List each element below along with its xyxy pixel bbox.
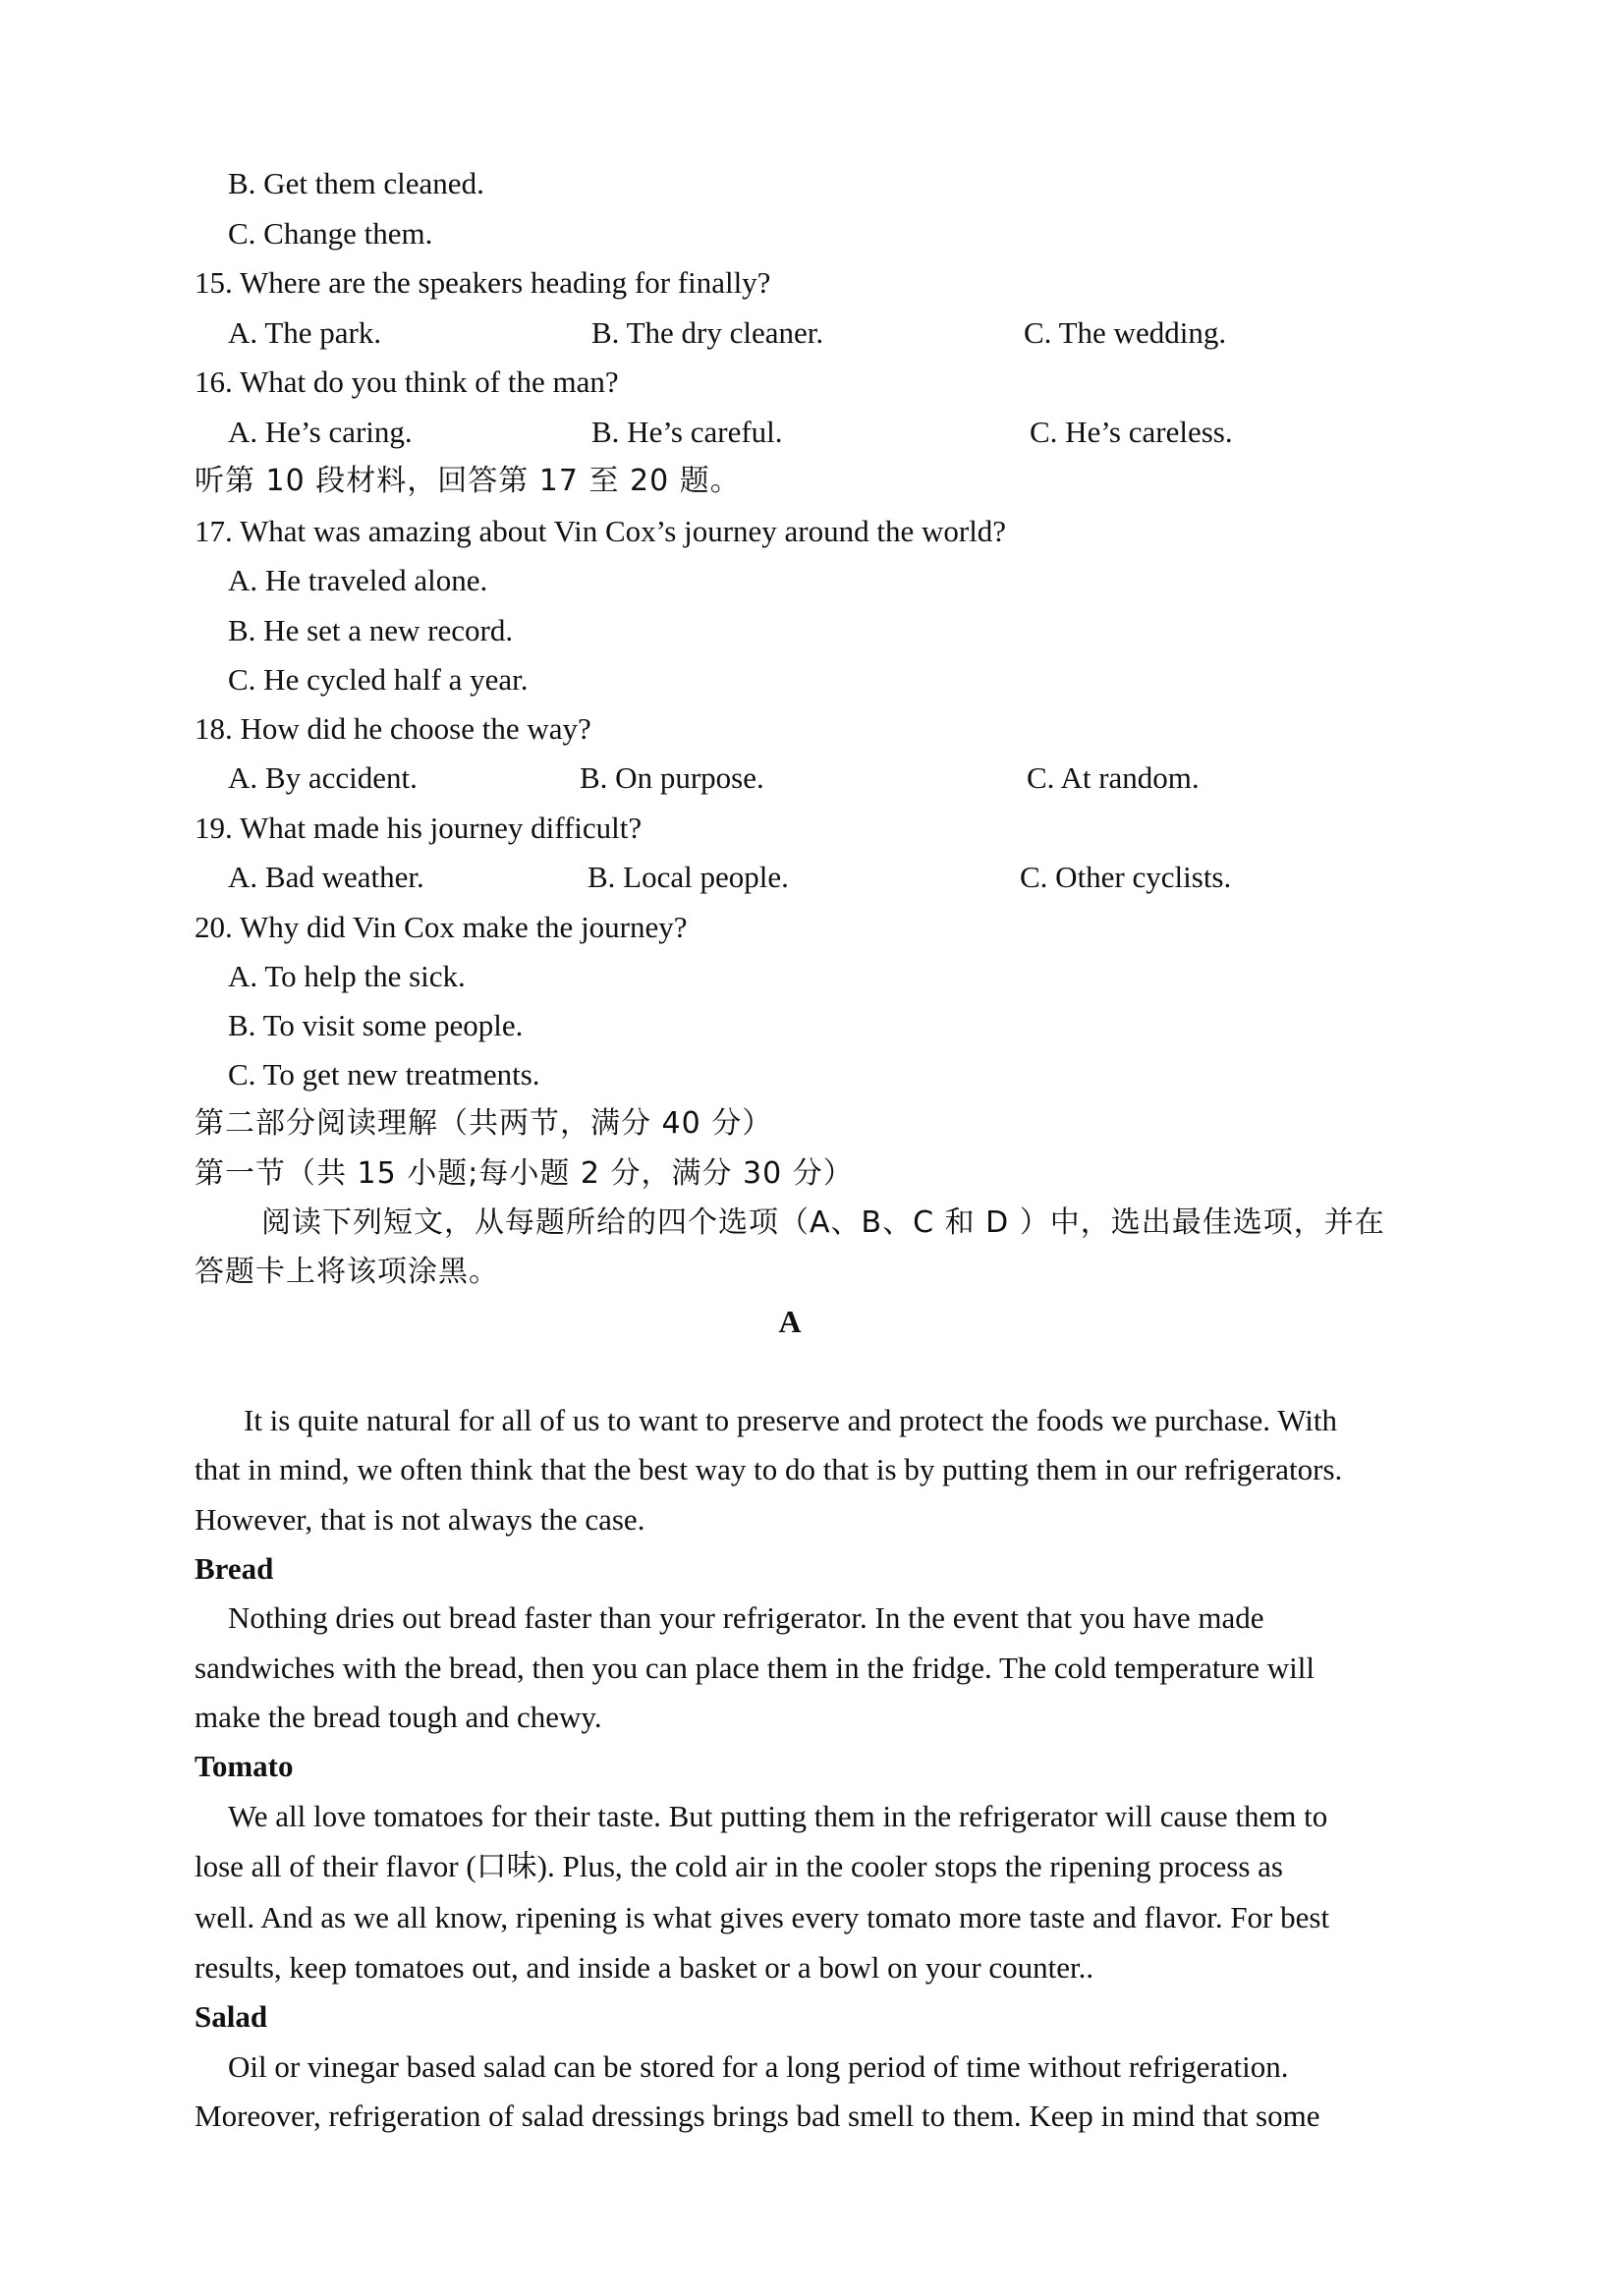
q17-option-c: C. He cycled half a year.	[228, 662, 529, 697]
q20-option-a: A. To help the sick.	[228, 959, 466, 993]
salad-line-2: Moreover, refrigeration of salad dressings brings bad smell to them. Keep in mind that some	[195, 2099, 1320, 2133]
bread-line-2: sandwiches with the bread, then you can place them in the fridge. The cold temperature will	[195, 1651, 1315, 1685]
q19-option-c: C. Other cyclists.	[1020, 860, 1232, 894]
q17-option-a: A. He traveled alone.	[228, 563, 488, 597]
intro-line-3: However, that is not always the case.	[195, 1502, 645, 1537]
tomato-heading: Tomato	[195, 1749, 294, 1783]
intro-line-2: that in mind, we often think that the best way to do that is by putting them in our refrigerators.	[195, 1452, 1343, 1486]
q16-option-b: B. He’s careful.	[591, 415, 783, 449]
tomato-line-1: We all love tomatoes for their taste. But putting them in the refrigerator will cause them to	[228, 1799, 1328, 1833]
reading-instruction-line-1: 阅读下列短文，从每题所给的四个选项（A、B、C 和 D ）中，选出最佳选项，并在	[261, 1205, 1385, 1240]
question-19: 19. What made his journey difficult?	[195, 811, 643, 845]
reading-instruction-line-2: 答题卡上将该项涂黑。	[195, 1255, 499, 1289]
tomato-line-3: well. And as we all know, ripening is what gives every tomato more taste and flavor. For best	[195, 1900, 1330, 1934]
q19-option-b: B. Local people.	[588, 860, 789, 894]
q18-option-a: A. By accident.	[228, 760, 418, 795]
question-17: 17. What was amazing about Vin Cox’s journey around the world?	[195, 514, 1007, 548]
question-15: 15. Where are the speakers heading for finally?	[195, 265, 771, 300]
q20-option-b: B. To visit some people.	[228, 1008, 524, 1042]
option-b: B. Get them cleaned.	[228, 166, 484, 200]
q15-option-a: A. The park.	[228, 315, 382, 350]
section-one-title: 第一节（共 15 小题;每小题 2 分，满分 30 分）	[195, 1156, 854, 1191]
question-16: 16. What do you think of the man?	[195, 364, 619, 399]
q15-option-c: C. The wedding.	[1024, 315, 1227, 350]
q18-option-b: B. On purpose.	[580, 760, 764, 795]
salad-heading: Salad	[195, 1999, 268, 2034]
salad-line-1: Oil or vinegar based salad can be stored for a long period of time without refrigeration.	[228, 2049, 1289, 2084]
q15-option-b: B. The dry cleaner.	[591, 315, 824, 350]
passage-letter: A	[778, 1304, 802, 1339]
q16-option-c: C. He’s careless.	[1030, 415, 1233, 449]
tomato-line-2: lose all of their flavor (口味). Plus, the cold air in the cooler stops the ripening process as	[195, 1849, 1283, 1883]
q19-option-a: A. Bad weather.	[228, 860, 424, 894]
q16-option-a: A. He’s caring.	[228, 415, 413, 449]
q18-option-c: C. At random.	[1027, 760, 1200, 795]
question-18: 18. How did he choose the way?	[195, 711, 591, 746]
intro-line-1: It is quite natural for all of us to want to preserve and protect the foods we purchase. With	[244, 1403, 1337, 1437]
part-two-title: 第二部分阅读理解（共两节，满分 40 分）	[195, 1106, 773, 1141]
question-20: 20. Why did Vin Cox make the journey?	[195, 910, 688, 944]
bread-heading: Bread	[195, 1551, 274, 1586]
option-c: C. Change them.	[228, 216, 433, 251]
tomato-line-4: results, keep tomatoes out, and inside a basket or a bowl on your counter..	[195, 1950, 1094, 1985]
section-10-instruction: 听第 10 段材料，回答第 17 至 20 题。	[195, 464, 741, 498]
bread-line-1: Nothing dries out bread faster than your refrigerator. In the event that you have made	[228, 1600, 1264, 1635]
q17-option-b: B. He set a new record.	[228, 613, 514, 647]
bread-line-3: make the bread tough and chewy.	[195, 1700, 602, 1734]
q20-option-c: C. To get new treatments.	[228, 1057, 540, 1092]
